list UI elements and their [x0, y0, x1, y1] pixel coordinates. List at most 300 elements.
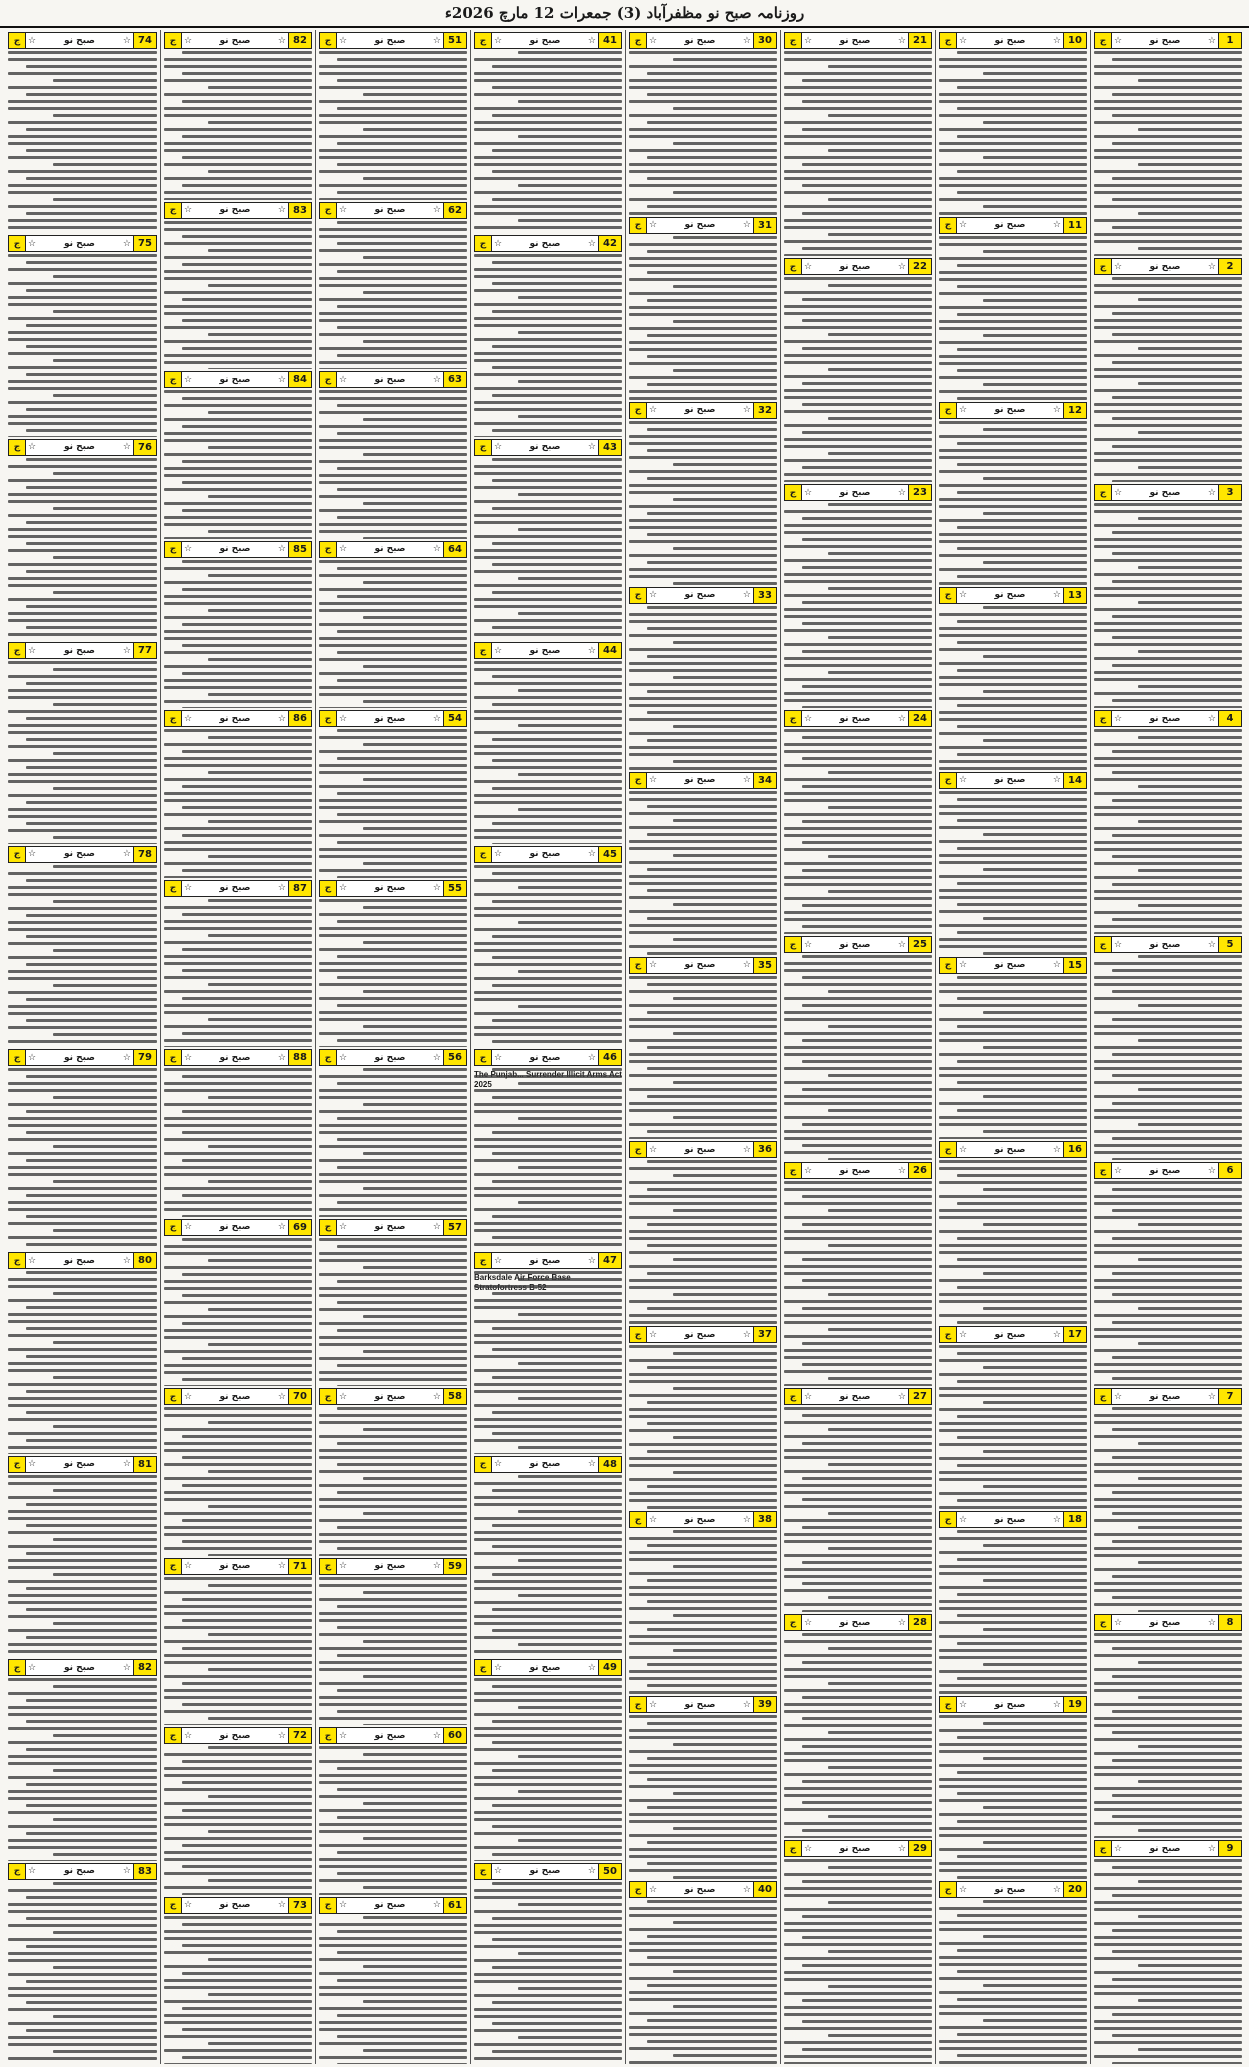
- classified-item: [319, 1895, 467, 2065]
- text-line: [492, 1040, 622, 1043]
- text-line: [182, 1456, 312, 1459]
- star-icon: ☆: [184, 1052, 193, 1063]
- text-line: [647, 606, 777, 609]
- text-line: [673, 1827, 777, 1830]
- text-line: [1094, 848, 1242, 851]
- text-line: [784, 848, 932, 851]
- text-line: [474, 752, 622, 755]
- text-line: [957, 170, 1087, 173]
- text-line: [1112, 114, 1242, 117]
- star-icon: ☆: [587, 442, 596, 453]
- text-line: [474, 163, 622, 166]
- star-icon: ☆: [432, 205, 441, 215]
- text-line: [518, 296, 622, 299]
- text-line: [629, 362, 777, 365]
- item-header: [629, 1881, 777, 1898]
- item-tag: ج: [940, 1697, 957, 1712]
- text-line: [363, 2000, 467, 2003]
- text-line: [1138, 1258, 1242, 1261]
- text-line: [828, 1209, 932, 1212]
- text-line: [1112, 1137, 1242, 1140]
- text-line: [319, 509, 467, 512]
- text-line: [474, 1320, 622, 1323]
- star-icon: ☆: [742, 775, 751, 786]
- text-line: [1094, 1859, 1242, 1862]
- star-icon: ☆: [1207, 1391, 1216, 1402]
- text-line: [474, 1727, 622, 1730]
- item-header: [319, 1049, 467, 1066]
- text-line: [1094, 326, 1242, 329]
- text-line: [182, 1273, 312, 1276]
- text-line: [673, 1387, 777, 1390]
- text-line: [1094, 291, 1242, 294]
- item-body: [319, 221, 467, 370]
- text-line: [939, 854, 1087, 857]
- text-line: [784, 1978, 932, 1981]
- text-line: [337, 404, 467, 407]
- text-line: [518, 135, 622, 138]
- text-line: [784, 524, 932, 527]
- text-line: [784, 340, 932, 343]
- item-tag: ج: [630, 33, 647, 48]
- item-tag: ج: [320, 1728, 337, 1743]
- text-line: [784, 643, 932, 646]
- text-line: [164, 1526, 312, 1529]
- item-number: 49: [598, 1660, 621, 1675]
- star-icon: ☆: [897, 1165, 906, 1176]
- text-line: [629, 568, 777, 571]
- item-label: صبح نو: [839, 939, 871, 950]
- text-line: [629, 1216, 777, 1219]
- text-line: [182, 1540, 312, 1543]
- text-line: [1094, 1244, 1242, 1247]
- text-line: [647, 1600, 777, 1603]
- text-line: [1112, 664, 1242, 667]
- text-line: [1094, 305, 1242, 308]
- text-block: [164, 1746, 312, 1895]
- text-line: [1094, 1808, 1242, 1811]
- text-line: [319, 523, 467, 526]
- text-line: [629, 2047, 777, 2050]
- text-line: [784, 1018, 932, 1021]
- text-line: [629, 620, 777, 623]
- text-line: [1094, 1414, 1242, 1417]
- text-block: [474, 1882, 622, 2064]
- text-line: [1138, 1745, 1242, 1748]
- text-line: [164, 1315, 312, 1318]
- text-line: [1112, 799, 1242, 802]
- text-line: [629, 79, 777, 82]
- text-line: [957, 882, 1087, 885]
- text-line: [802, 184, 932, 187]
- text-line: [164, 764, 312, 767]
- text-line: [208, 1584, 312, 1587]
- text-line: [492, 310, 622, 313]
- item-header: [474, 1659, 622, 1676]
- text-line: [164, 1329, 312, 1332]
- item-tag: ج: [1095, 485, 1112, 500]
- text-block: [474, 1271, 622, 1453]
- text-line: [629, 149, 777, 152]
- text-line: [208, 693, 312, 696]
- text-line: [629, 65, 777, 68]
- text-line: [939, 1116, 1087, 1119]
- text-line: [319, 439, 467, 442]
- text-line: [363, 2049, 467, 2052]
- star-icon: ☆: [184, 205, 193, 215]
- text-line: [492, 759, 622, 762]
- text-line: [802, 1279, 932, 1282]
- text-line: [208, 170, 312, 173]
- text-line: [647, 1841, 777, 1844]
- text-line: [647, 655, 777, 658]
- text-line: [647, 1366, 777, 1369]
- text-line: [957, 1415, 1087, 1418]
- text-line: [629, 1907, 777, 1910]
- text-line: [164, 1287, 312, 1290]
- text-line: [1094, 121, 1242, 124]
- text-line: [474, 893, 622, 896]
- text-line: [164, 920, 312, 923]
- item-tag: ج: [320, 1898, 337, 1913]
- text-line: [629, 184, 777, 187]
- text-block: [1094, 1181, 1242, 1386]
- text-line: [319, 855, 467, 858]
- text-line: [647, 1684, 777, 1687]
- item-tag: ج: [165, 1050, 182, 1065]
- star-icon: ☆: [339, 544, 348, 554]
- text-line: [474, 1531, 622, 1534]
- text-line: [492, 1938, 622, 1941]
- text-line: [957, 798, 1087, 801]
- text-block: [474, 865, 622, 1047]
- item-body: [474, 1068, 622, 1250]
- star-icon: ☆: [1114, 713, 1123, 724]
- text-line: [164, 757, 312, 760]
- text-line: [939, 271, 1087, 274]
- text-line: [957, 1642, 1087, 1645]
- classified-item: [164, 1047, 312, 1217]
- item-label: صبح نو: [219, 1222, 251, 1232]
- text-line: [784, 2041, 932, 2044]
- text-line: [1112, 552, 1242, 555]
- text-line: [319, 1336, 467, 1339]
- text-line: [983, 72, 1087, 75]
- text-line: [1094, 1370, 1242, 1373]
- text-line: [957, 1464, 1087, 1467]
- text-line: [337, 1788, 467, 1791]
- text-line: [673, 760, 777, 763]
- text-line: [319, 1584, 467, 1587]
- text-line: [673, 1614, 777, 1617]
- text-line: [492, 1489, 622, 1492]
- star-icon: ☆: [804, 487, 813, 498]
- star-icon: ☆: [742, 1884, 751, 1895]
- text-line: [474, 605, 622, 608]
- text-block: [319, 1916, 467, 2065]
- text-line: [208, 121, 312, 124]
- text-line: [474, 879, 622, 882]
- text-line: [474, 1173, 622, 1176]
- text-line: [164, 340, 312, 343]
- text-line: [1094, 107, 1242, 110]
- text-line: [828, 1293, 932, 1296]
- text-line: [164, 990, 312, 993]
- text-line: [647, 561, 777, 564]
- classified-item: [939, 400, 1087, 585]
- star-icon: ☆: [277, 713, 286, 724]
- text-line: [1094, 1901, 1242, 1904]
- text-line: [939, 875, 1087, 878]
- text-line: [319, 530, 467, 533]
- text-line: [474, 324, 622, 327]
- text-line: [474, 1159, 622, 1162]
- text-line: [164, 1428, 312, 1431]
- text-line: [802, 601, 932, 604]
- text-line: [164, 516, 312, 519]
- text-line: [784, 1992, 932, 1995]
- star-icon: ☆: [1114, 1391, 1123, 1402]
- text-line: [337, 976, 467, 979]
- text-line: [164, 221, 312, 224]
- text-line: [802, 1442, 932, 1445]
- item-label: صبح نو: [994, 405, 1026, 416]
- text-line: [492, 1608, 622, 1611]
- text-line: [164, 361, 312, 364]
- star-icon: ☆: [804, 1391, 813, 1402]
- text-line: [208, 855, 312, 858]
- text-line: [629, 732, 777, 735]
- text-line: [492, 1853, 622, 1856]
- text-line: [474, 514, 622, 517]
- text-line: [1112, 636, 1242, 639]
- text-line: [957, 1736, 1087, 1739]
- text-line: [164, 291, 312, 294]
- text-line: [319, 623, 467, 626]
- text-line: [939, 1928, 1087, 1931]
- text-line: [629, 491, 777, 494]
- text-line: [957, 753, 1087, 756]
- item-label: صبح نو: [374, 35, 406, 46]
- item-number: 84: [288, 372, 311, 387]
- text-line: [1094, 1836, 1242, 1838]
- star-icon: ☆: [1052, 1144, 1061, 1155]
- classified-item: [629, 30, 777, 215]
- text-line: [784, 876, 932, 879]
- text-line: [1094, 1943, 1242, 1946]
- item-tag: ج: [785, 1389, 802, 1404]
- item-tag: ج: [165, 542, 182, 557]
- text-line: [164, 1626, 312, 1629]
- text-line: [1138, 785, 1242, 788]
- item-label: صبح نو: [374, 1391, 406, 1402]
- text-line: [319, 686, 467, 689]
- item-tag: ج: [475, 1660, 492, 1675]
- text-line: [1094, 1095, 1242, 1098]
- item-header: [629, 1511, 777, 1528]
- text-line: [1094, 1873, 1242, 1876]
- text-line: [983, 1188, 1087, 1191]
- text-line: [492, 872, 622, 875]
- text-line: [647, 1130, 777, 1133]
- text-line: [182, 263, 312, 266]
- text-line: [319, 1322, 467, 1325]
- text-block: [474, 51, 622, 233]
- item-number: 12: [1063, 403, 1086, 418]
- text-line: [363, 453, 467, 456]
- text-line: [802, 820, 932, 823]
- star-icon: ☆: [184, 1222, 193, 1232]
- text-line: [629, 718, 777, 721]
- text-line: [1112, 1512, 1242, 1515]
- text-line: [474, 1896, 622, 1899]
- item-header: [474, 32, 622, 49]
- text-line: [647, 72, 777, 75]
- text-line: [939, 760, 1087, 763]
- text-line: [629, 697, 777, 700]
- text-line: [784, 2062, 932, 2064]
- text-line: [182, 806, 312, 809]
- text-line: [784, 1836, 932, 1838]
- star-icon: ☆: [959, 35, 968, 46]
- item-tag: ج: [165, 33, 182, 48]
- text-line: [337, 1689, 467, 1692]
- text-line: [828, 1901, 932, 1904]
- text-line: [1094, 643, 1242, 646]
- text-block: [1094, 729, 1242, 934]
- text-line: [474, 1138, 622, 1141]
- text-line: [492, 1917, 622, 1920]
- text-line: [1094, 862, 1242, 865]
- text-line: [363, 665, 467, 668]
- item-body: [629, 51, 777, 215]
- text-line: [164, 163, 312, 166]
- item-number: 2: [1218, 259, 1241, 274]
- text-line: [983, 2019, 1087, 2022]
- text-line: [492, 86, 622, 89]
- text-line: [629, 278, 777, 281]
- text-line: [474, 928, 622, 931]
- text-line: [957, 1614, 1087, 1617]
- text-block: [1094, 1859, 1242, 2064]
- star-icon: ☆: [277, 374, 286, 385]
- text-line: [939, 1813, 1087, 1816]
- text-line: [337, 1245, 467, 1248]
- item-label: صبح نو: [529, 1459, 561, 1470]
- text-line: [1094, 86, 1242, 89]
- text-block: [474, 254, 622, 436]
- text-line: [939, 1921, 1087, 1924]
- text-line: [1112, 1377, 1242, 1380]
- item-label: صبح نو: [374, 883, 406, 893]
- masthead-title: روزنامہ صبح نو مظفرآباد (3) جمعرات 12 مارچ 2026ء: [444, 4, 805, 22]
- text-line: [474, 668, 622, 671]
- text-line: [828, 417, 932, 420]
- item-body: [474, 1475, 622, 1657]
- text-line: [208, 1470, 312, 1473]
- text-line: [337, 488, 467, 491]
- text-line: [784, 1272, 932, 1275]
- text-line: [784, 1116, 932, 1119]
- text-line: [337, 729, 467, 732]
- text-line: [784, 1971, 932, 1974]
- text-line: [164, 277, 312, 280]
- text-line: [337, 1463, 467, 1466]
- text-line: [182, 1322, 312, 1325]
- text-line: [474, 1229, 622, 1232]
- text-line: [164, 270, 312, 273]
- classified-item: [784, 1838, 932, 2064]
- text-line: [1138, 566, 1242, 569]
- text-line: [828, 1766, 932, 1769]
- text-line: [337, 1364, 467, 1367]
- classified-item: [939, 1324, 1087, 1509]
- text-line: [802, 319, 932, 322]
- text-line: [164, 467, 312, 470]
- text-line: [208, 495, 312, 498]
- star-icon: ☆: [1052, 960, 1061, 971]
- item-header: [784, 710, 932, 727]
- text-line: [319, 1046, 467, 1048]
- text-line: [319, 2056, 467, 2059]
- star-icon: ☆: [587, 35, 596, 46]
- text-line: [363, 177, 467, 180]
- text-line: [164, 1753, 312, 1756]
- item-header: [629, 772, 777, 789]
- item-header: [784, 32, 932, 49]
- text-line: [492, 675, 622, 678]
- text-line: [629, 51, 777, 54]
- text-line: [363, 700, 467, 703]
- text-line: [939, 683, 1087, 686]
- text-line: [939, 1443, 1087, 1446]
- text-line: [784, 545, 932, 548]
- text-block: [629, 791, 777, 955]
- text-line: [802, 955, 932, 958]
- star-icon: ☆: [897, 1391, 906, 1402]
- star-icon: ☆: [339, 1222, 348, 1232]
- item-header: [1094, 936, 1242, 953]
- text-line: [363, 340, 467, 343]
- text-line: [1094, 1640, 1242, 1643]
- text-line: [164, 305, 312, 308]
- text-line: [337, 326, 467, 329]
- text-line: [957, 704, 1087, 707]
- item-number: 58: [443, 1389, 466, 1404]
- item-header: [319, 1388, 467, 1405]
- classified-item: [1094, 30, 1242, 256]
- text-line: [957, 819, 1087, 822]
- text-line: [337, 1710, 467, 1713]
- text-line: [164, 58, 312, 61]
- text-line: [802, 841, 932, 844]
- text-line: [474, 710, 622, 713]
- text-line: [474, 268, 622, 271]
- text-line: [939, 1209, 1087, 1212]
- star-icon: ☆: [1052, 35, 1061, 46]
- text-line: [164, 962, 312, 965]
- text-line: [784, 1957, 932, 1960]
- text-line: [629, 86, 777, 89]
- text-line: [1094, 1498, 1242, 1501]
- text-line: [939, 1216, 1087, 1219]
- text-line: [208, 1421, 312, 1424]
- star-icon: ☆: [649, 775, 658, 786]
- text-line: [319, 799, 467, 802]
- text-line: [957, 1286, 1087, 1289]
- text-line: [474, 2043, 622, 2046]
- text-line: [1138, 1526, 1242, 1529]
